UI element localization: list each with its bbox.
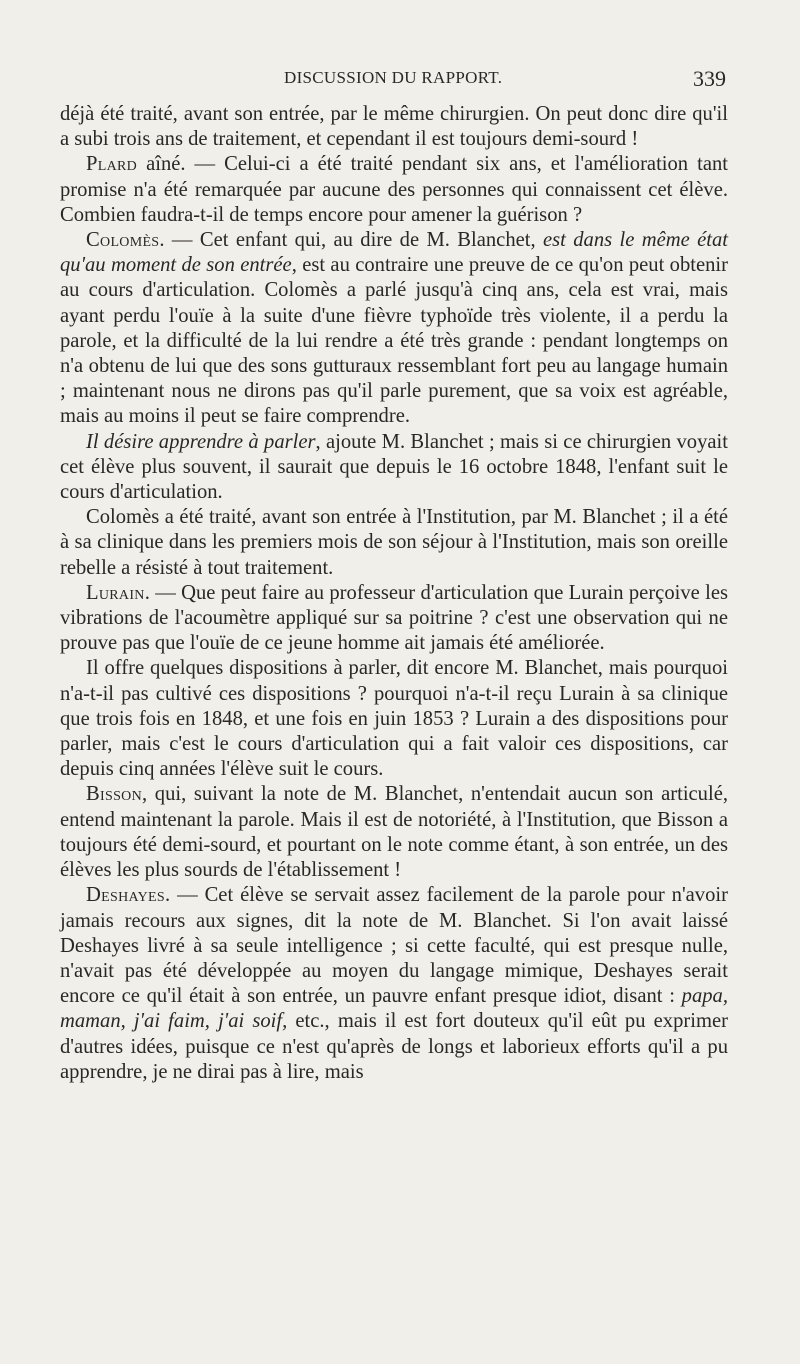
paragraph-text: . — Cet enfant qui, au dire de M. Blanchet,: [159, 229, 543, 252]
paragraph-text: etc., mais il est fort douteux qu'il eût pu exprimer d'autres idées, puisque ce n'est qu'après de longs et laborieux efforts qu'il a pu apprendre, je ne dirai pas à lire, mais: [60, 1010, 728, 1083]
paragraph-lurain-dispositions: [60, 656, 728, 782]
running-head: DISCUSSION DU RAPPORT.: [284, 68, 503, 87]
paragraph-text: Colomès a été traité, avant son entrée à l'Institution, par M. Blanchet ; il a été à sa clinique dans les premiers mois de son séjour à l'Institution, mais son oreille rebelle a résisté à tout traitement.: [60, 506, 728, 579]
paragraph-colomes-treatment: [60, 505, 728, 581]
paragraph-text: Il offre quelques dispositions à parler, dit encore M. Blanchet, mais pourquoi n'a-t-il pas cultivé ces dispositions ? pourquoi n'a-t-il reçu Lurain à sa clinique que trois fois en 1848, et une fois en juin 1853 ? Lurain a des dispositions pour parler, mais c'est le cours d'articulation qui a fait valoir ces dispositions, car depuis cinq années l'élève suit le cours.: [60, 657, 728, 781]
page-number: 339: [693, 66, 726, 91]
paragraph-plard: [60, 152, 728, 228]
paragraph-text: . — Cet élève se servait assez facilement de la parole pour n'avoir jamais recours aux signes, dit la note de M. Blanchet. Si l'on avait laissé Deshayes livré à sa seule intelligence ; si cette faculté, qui est presque nulle, n'avait pas été développée au moyen du langage mimique, Deshayes serait encore ce qu'il était à son entrée, un pauvre enfant presque idiot, disant :: [60, 884, 728, 1008]
student-name: Plard: [86, 153, 138, 176]
italic-quote: est dans le même état qu'au moment de son entrée: [60, 229, 729, 277]
paragraph-bisson: [60, 782, 728, 883]
paragraph-text: aîné. — Celui-ci a été traité pendant six ans, et l'amélioration tant promise n'a été remarquée par aucune des personnes qui connaissent cet élève. Combien faudra-t-il de temps encore pour amener la guérison ?: [60, 153, 728, 226]
paragraph-text: . — Que peut faire au professeur d'articulation que Lurain perçoive les vibrations de l'acoumètre appliqué sur sa poitrine ? c'est une observation qui ne prouve pas que l'ouïe de ce jeune homme ait jamais été améliorée.: [60, 581, 728, 655]
paragraph-lurain: [60, 581, 728, 657]
paragraph-text: déjà été traité, avant son entrée, par le même chirurgien. On peut donc dire qu'il a subi trois ans de traitement, et cependant il est toujours demi-sourd !: [60, 103, 728, 151]
student-name: Colomès: [86, 229, 160, 252]
page-header: [60, 66, 726, 96]
paragraph-deshayes: [60, 883, 728, 1085]
student-name: Lurain: [86, 581, 145, 604]
italic-quote: Il désire apprendre à parler: [86, 430, 316, 453]
paragraph-text: , ajoute M. Blanchet ; mais si ce chirurgien voyait cet élève plus souvent, il saurait que depuis le 16 octobre 1848, l'enfant suit le cours d'articulation.: [60, 430, 728, 504]
paragraph-desire: [60, 430, 728, 506]
paragraph-continuation: [60, 102, 728, 152]
paragraph-text: , qui, suivant la note de M. Blanchet, n'entendait aucun son articulé, entend maintenant la parole. Mais il est de notoriété, à l'Institution, que Bisson a toujours été demi-sourd, et pourtant on le note comme étant, à son entrée, un des élèves les plus sourds de l'établissement !: [60, 783, 728, 882]
page-body: [60, 102, 728, 1085]
paragraph-colomes: [60, 228, 728, 430]
italic-quote: papa, maman, j'ai faim, j'ai soif,: [60, 985, 728, 1033]
student-name: Bisson: [86, 783, 142, 806]
paragraph-text: , est au contraire une preuve de ce qu'on peut obtenir au cours d'articulation. Colomès a parlé jusqu'à cinq ans, cela est vrai, mais ayant perdu l'ouïe à la suite d'une fièvre typhoïde très violente, il a perdu la parole, et la difficulté de la lui rendre a été très grande : pendant longtemps on n'a obtenu de lui que des sons gutturaux ressemblant fort peu au langage humain ; maintenant nous ne dirons pas qu'il parle purement, que sa voix est agréable, mais au moins il peut se faire comprendre.: [60, 254, 729, 428]
student-name: Deshayes: [86, 884, 165, 907]
